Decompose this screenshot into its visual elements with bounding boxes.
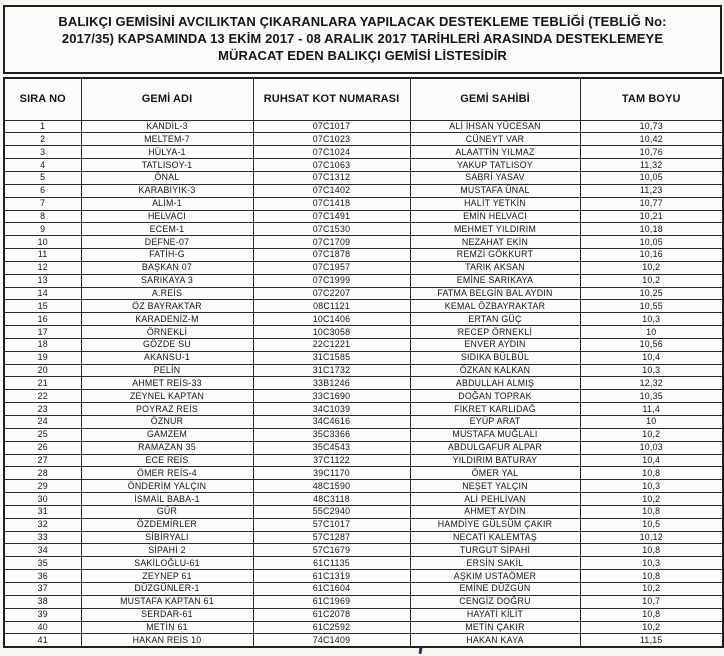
cell-ruhsat-kot-numarasi: 39C1170 (253, 467, 410, 480)
cell-tam-boyu: 12,32 (580, 377, 723, 390)
cell-ruhsat-kot-numarasi: 57C1017 (253, 518, 410, 531)
cell-ruhsat-kot-numarasi: 61C1319 (253, 570, 410, 583)
cell-gemi-sahibi: NEŞET YALÇIN (410, 480, 580, 493)
cell-gemi-adi: SİPAHİ 2 (81, 544, 253, 557)
cell-gemi-sahibi: REMZİ GÖKKURT (410, 249, 580, 262)
cell-ruhsat-kot-numarasi: 35C3366 (253, 428, 410, 441)
cell-ruhsat-kot-numarasi: 07C1418 (253, 197, 410, 210)
cell-tam-boyu: 11,23 (580, 184, 723, 197)
cell-gemi-adi: ZEYNEL KAPTAN (81, 390, 253, 403)
cell-ruhsat-kot-numarasi: 31C1585 (253, 351, 410, 364)
cell-ruhsat-kot-numarasi: 37C1122 (253, 454, 410, 467)
cell-sira-no: 17 (4, 326, 81, 339)
table-row (4, 544, 723, 557)
cell-ruhsat-kot-numarasi: 31C1732 (253, 364, 410, 377)
cell-sira-no: 38 (4, 595, 81, 608)
cell-sira-no: 41 (4, 634, 81, 647)
cell-gemi-sahibi: NECATİ KALEMTAŞ (410, 531, 580, 544)
cell-sira-no: 29 (4, 480, 81, 493)
cell-tam-boyu: 10,8 (580, 570, 723, 583)
table-row (4, 223, 723, 236)
cell-ruhsat-kot-numarasi: 61C1135 (253, 557, 410, 570)
table-row (4, 133, 723, 146)
column-header-sira-no: SIRA NO (4, 78, 81, 121)
cell-ruhsat-kot-numarasi: 74C1409 (253, 634, 410, 647)
cell-ruhsat-kot-numarasi: 07C1024 (253, 146, 410, 159)
cell-sira-no: 22 (4, 390, 81, 403)
cell-sira-no: 21 (4, 377, 81, 390)
cell-ruhsat-kot-numarasi: 07C1063 (253, 159, 410, 172)
cell-sira-no: 31 (4, 505, 81, 518)
cell-gemi-adi: MUSTAFA KAPTAN 61 (81, 595, 253, 608)
cell-sira-no: 34 (4, 544, 81, 557)
cell-ruhsat-kot-numarasi: 10C1406 (253, 313, 410, 326)
cell-gemi-adi: ÖNAL (81, 171, 253, 184)
cell-gemi-sahibi: ERTAN GÜÇ (410, 313, 580, 326)
cell-tam-boyu: 10,56 (580, 338, 723, 351)
cell-gemi-adi: SERDAR-61 (81, 608, 253, 621)
cell-tam-boyu: 10,3 (580, 313, 723, 326)
cell-sira-no: 8 (4, 210, 81, 223)
cell-sira-no: 24 (4, 416, 81, 429)
cell-sira-no: 32 (4, 518, 81, 531)
table-row (4, 557, 723, 570)
cell-gemi-sahibi: EYÜP ARAT (410, 416, 580, 429)
cell-ruhsat-kot-numarasi: 34C4616 (253, 416, 410, 429)
cell-ruhsat-kot-numarasi: 57C1287 (253, 531, 410, 544)
cell-gemi-adi: SARIKAYA 3 (81, 274, 253, 287)
cell-gemi-adi: POYRAZ REİS (81, 403, 253, 416)
cell-sira-no: 40 (4, 621, 81, 634)
cell-gemi-sahibi: ABDULGAFUR ALPAR (410, 441, 580, 454)
cell-ruhsat-kot-numarasi: 07C1017 (253, 120, 410, 133)
cell-tam-boyu: 10,2 (580, 261, 723, 274)
cell-gemi-adi: ÖZDEMİRLER (81, 518, 253, 531)
cell-tam-boyu: 10,2 (580, 621, 723, 634)
cell-sira-no: 12 (4, 261, 81, 274)
cell-gemi-sahibi: SIDIKA BÜLBÜL (410, 351, 580, 364)
cell-ruhsat-kot-numarasi: 48C3118 (253, 493, 410, 506)
cell-gemi-sahibi: TURGUT SİPAHİ (410, 544, 580, 557)
cell-ruhsat-kot-numarasi: 07C1999 (253, 274, 410, 287)
fishing-vessel-table (3, 77, 724, 649)
cell-tam-boyu: 10,2 (580, 493, 723, 506)
cell-sira-no: 33 (4, 531, 81, 544)
cell-tam-boyu: 10,7 (580, 595, 723, 608)
cell-ruhsat-kot-numarasi: 07C1491 (253, 210, 410, 223)
table-row (4, 197, 723, 210)
cell-ruhsat-kot-numarasi: 07C1709 (253, 236, 410, 249)
cell-sira-no: 3 (4, 146, 81, 159)
cell-sira-no: 27 (4, 454, 81, 467)
cell-tam-boyu: 11,15 (580, 634, 723, 647)
cell-sira-no: 6 (4, 184, 81, 197)
table-row (4, 146, 723, 159)
cell-sira-no: 9 (4, 223, 81, 236)
cell-tam-boyu: 10,2 (580, 428, 723, 441)
cell-tam-boyu: 10,12 (580, 531, 723, 544)
cell-gemi-adi: RAMAZAN 35 (81, 441, 253, 454)
document-title-line: 2017/35) KAPSAMINDA 13 EKİM 2017 - 08 ARALIK 2017 TARİHLERİ ARASINDA DESTEKLEMEYE (61, 31, 664, 47)
cell-gemi-sahibi: EMİN HELVACI (410, 210, 580, 223)
cell-ruhsat-kot-numarasi: 61C1604 (253, 582, 410, 595)
cell-gemi-sahibi: ENVER AYDIN (410, 338, 580, 351)
cell-tam-boyu: 10,35 (580, 390, 723, 403)
table-row (4, 531, 723, 544)
cell-gemi-sahibi: FİKRET KARLIDAĞ (410, 403, 580, 416)
cell-tam-boyu: 10,8 (580, 505, 723, 518)
table-row (4, 480, 723, 493)
cell-sira-no: 1 (4, 120, 81, 133)
column-header-ruhsat-kot-numarasi: RUHSAT KOT NUMARASI (253, 78, 410, 121)
table-row (4, 287, 723, 300)
cell-gemi-sahibi: MEHMET YILDIRIM (410, 223, 580, 236)
cell-tam-boyu: 10 (580, 326, 723, 339)
cell-ruhsat-kot-numarasi: 61C2078 (253, 608, 410, 621)
table-row (4, 364, 723, 377)
cell-sira-no: 16 (4, 313, 81, 326)
table-row (4, 159, 723, 172)
cell-ruhsat-kot-numarasi: 07C2207 (253, 287, 410, 300)
cell-gemi-adi: METİN 61 (81, 621, 253, 634)
cell-tam-boyu: 10,8 (580, 608, 723, 621)
table-row (4, 120, 723, 133)
cell-tam-boyu: 10,16 (580, 249, 723, 262)
cell-sira-no: 14 (4, 287, 81, 300)
cell-tam-boyu: 10,42 (580, 133, 723, 146)
cell-gemi-adi: KARABIYIK-3 (81, 184, 253, 197)
column-header-gemi-adi: GEMİ ADI (81, 78, 253, 121)
table-row (4, 634, 723, 647)
table-row (4, 274, 723, 287)
cell-tam-boyu: 10,4 (580, 351, 723, 364)
cell-sira-no: 23 (4, 403, 81, 416)
cell-ruhsat-kot-numarasi: 07C1957 (253, 261, 410, 274)
cell-gemi-adi: FATİH-G (81, 249, 253, 262)
cell-gemi-sahibi: AŞKIM USTAÖMER (410, 570, 580, 583)
cell-sira-no: 15 (4, 300, 81, 313)
cell-ruhsat-kot-numarasi: 07C1023 (253, 133, 410, 146)
cell-tam-boyu: 10,05 (580, 236, 723, 249)
cell-gemi-sahibi: ALAATTİN YILMAZ (410, 146, 580, 159)
cell-gemi-sahibi: TARIK AKSAN (410, 261, 580, 274)
cell-gemi-adi: DÜZGÜNLER-1 (81, 582, 253, 595)
cell-gemi-adi: TATLISOY-1 (81, 159, 253, 172)
table-row (4, 313, 723, 326)
cell-ruhsat-kot-numarasi: 57C1679 (253, 544, 410, 557)
cell-tam-boyu: 10,73 (580, 120, 723, 133)
cell-gemi-sahibi: AHMET AYDIN (410, 505, 580, 518)
cell-gemi-adi: ÖRNEKLİ (81, 326, 253, 339)
table-row (4, 595, 723, 608)
cell-gemi-sahibi: MUSTAFA MUĞLALI (410, 428, 580, 441)
cell-gemi-adi: AHMET REİS-33 (81, 377, 253, 390)
cell-gemi-sahibi: YILDIRIM BATURAY (410, 454, 580, 467)
cell-gemi-adi: KANDİL-3 (81, 120, 253, 133)
table-row (4, 261, 723, 274)
table-row (4, 171, 723, 184)
cell-sira-no: 25 (4, 428, 81, 441)
cell-sira-no: 37 (4, 582, 81, 595)
table-row (4, 338, 723, 351)
cell-gemi-sahibi: NEZAHAT EKİN (410, 236, 580, 249)
cell-gemi-sahibi: ALİ PEHLİVAN (410, 493, 580, 506)
table-row (4, 454, 723, 467)
cell-sira-no: 2 (4, 133, 81, 146)
document-title (3, 5, 722, 74)
cell-sira-no: 18 (4, 338, 81, 351)
cell-ruhsat-kot-numarasi: 55C2940 (253, 505, 410, 518)
cell-gemi-adi: AKANSU-1 (81, 351, 253, 364)
table-row (4, 493, 723, 506)
cell-gemi-adi: KARADENİZ-M (81, 313, 253, 326)
table-row (4, 441, 723, 454)
cell-gemi-sahibi: ERSİN SAKİL (410, 557, 580, 570)
cell-gemi-sahibi: RECEP ÖRNEKLİ (410, 326, 580, 339)
cell-gemi-adi: SAKİLOĞLU-61 (81, 557, 253, 570)
cell-sira-no: 5 (4, 171, 81, 184)
cell-sira-no: 30 (4, 493, 81, 506)
cell-ruhsat-kot-numarasi: 08C1121 (253, 300, 410, 313)
cell-gemi-adi: ECEM-1 (81, 223, 253, 236)
table-row (4, 390, 723, 403)
cell-gemi-adi: A.REİS (81, 287, 253, 300)
table-row (4, 300, 723, 313)
cell-sira-no: 11 (4, 249, 81, 262)
column-header-tam-boyu: TAM BOYU (580, 78, 723, 121)
cell-gemi-adi: GÜR (81, 505, 253, 518)
cell-tam-boyu: 10,2 (580, 582, 723, 595)
cell-tam-boyu: 10,3 (580, 480, 723, 493)
cell-sira-no: 19 (4, 351, 81, 364)
cell-tam-boyu: 10,8 (580, 544, 723, 557)
table-row (4, 249, 723, 262)
cell-sira-no: 7 (4, 197, 81, 210)
cell-sira-no: 26 (4, 441, 81, 454)
cell-tam-boyu: 10,18 (580, 223, 723, 236)
table-row (4, 210, 723, 223)
cell-gemi-adi: ÖZNUR (81, 416, 253, 429)
cell-tam-boyu: 10,03 (580, 441, 723, 454)
cell-gemi-sahibi: ÖZKAN KALKAN (410, 364, 580, 377)
cell-tam-boyu: 10,77 (580, 197, 723, 210)
cell-sira-no: 10 (4, 236, 81, 249)
cell-ruhsat-kot-numarasi: 07C1312 (253, 171, 410, 184)
cell-gemi-adi: HÜLYA-1 (81, 146, 253, 159)
cell-gemi-sahibi: HAYATİ KİLİT (410, 608, 580, 621)
cell-gemi-sahibi: DOĞAN TOPRAK (410, 390, 580, 403)
cell-gemi-adi: ECE REİS (81, 454, 253, 467)
table-row (4, 236, 723, 249)
cell-gemi-sahibi: ALİ İHSAN YÜCESAN (410, 120, 580, 133)
cell-tam-boyu: 10,2 (580, 274, 723, 287)
cell-ruhsat-kot-numarasi: 34C1039 (253, 403, 410, 416)
cell-sira-no: 20 (4, 364, 81, 377)
cell-gemi-sahibi: YAKUP TATLISOY (410, 159, 580, 172)
cell-gemi-sahibi: SABRİ YASAV (410, 171, 580, 184)
table-row (4, 621, 723, 634)
cell-tam-boyu: 10,21 (580, 210, 723, 223)
table-row (4, 428, 723, 441)
table-row (4, 184, 723, 197)
cell-tam-boyu: 10,55 (580, 300, 723, 313)
cell-ruhsat-kot-numarasi: 61C1969 (253, 595, 410, 608)
document-title-line: BALIKÇI GEMİSİNİ AVCILIKTAN ÇIKARANLARA YAPILACAK DESTEKLEME TEBLİĞİ (TEBLİĞ No: (58, 14, 667, 29)
cell-gemi-sahibi: EMİNE DÜZGÜN (410, 582, 580, 595)
cell-ruhsat-kot-numarasi: 07C1530 (253, 223, 410, 236)
table-row (4, 403, 723, 416)
table-row (4, 518, 723, 531)
cell-gemi-adi: DEFNE-07 (81, 236, 253, 249)
cell-gemi-sahibi: HALİT YETKİN (410, 197, 580, 210)
cell-gemi-adi: GÖZDE SU (81, 338, 253, 351)
cell-tam-boyu: 11,4 (580, 403, 723, 416)
cell-gemi-sahibi: EMİNE SARIKAYA (410, 274, 580, 287)
cell-tam-boyu: 10 (580, 416, 723, 429)
cell-gemi-sahibi: FATMA BELGİN BAL AYDIN (410, 287, 580, 300)
cell-tam-boyu: 10,76 (580, 146, 723, 159)
cell-ruhsat-kot-numarasi: 22C1221 (253, 338, 410, 351)
cell-gemi-adi: ÖNDERİM YALÇIN (81, 480, 253, 493)
table-row (4, 351, 723, 364)
cell-ruhsat-kot-numarasi: 07C1878 (253, 249, 410, 262)
cell-gemi-sahibi: CENGİZ DOĞRU (410, 595, 580, 608)
scan-artifact-dot (419, 647, 423, 654)
table-row (4, 416, 723, 429)
cell-sira-no: 35 (4, 557, 81, 570)
cell-gemi-adi: MELTEM-7 (81, 133, 253, 146)
cell-gemi-adi: GAMZEM (81, 428, 253, 441)
table-row (4, 467, 723, 480)
cell-gemi-sahibi: METİN ÇAKIR (410, 621, 580, 634)
document-title-line: MÜRACAT EDEN BALIKÇI GEMİSİ LİSTESİDİR (218, 48, 507, 64)
table-row (4, 505, 723, 518)
cell-ruhsat-kot-numarasi: 33B1246 (253, 377, 410, 390)
cell-gemi-adi: SİBİRYALI (81, 531, 253, 544)
cell-tam-boyu: 10,05 (580, 171, 723, 184)
cell-gemi-adi: İSMAİL BABA-1 (81, 493, 253, 506)
cell-gemi-sahibi: MUSTAFA ÜNAL (410, 184, 580, 197)
cell-gemi-sahibi: HAMDİYE GÜLSÜM ÇAKIR (410, 518, 580, 531)
cell-sira-no: 13 (4, 274, 81, 287)
table-row (4, 377, 723, 390)
table-row (4, 326, 723, 339)
cell-gemi-sahibi: CÜNEYT VAR (410, 133, 580, 146)
cell-gemi-adi: ÖZ BAYRAKTAR (81, 300, 253, 313)
cell-gemi-sahibi: HAKAN KAYA (410, 634, 580, 647)
cell-sira-no: 36 (4, 570, 81, 583)
cell-tam-boyu: 10,25 (580, 287, 723, 300)
cell-gemi-adi: HAKAN REİS 10 (81, 634, 253, 647)
cell-sira-no: 4 (4, 159, 81, 172)
cell-sira-no: 39 (4, 608, 81, 621)
table-row (4, 570, 723, 583)
cell-tam-boyu: 11,32 (580, 159, 723, 172)
table-row (4, 582, 723, 595)
cell-gemi-sahibi: ÖMER YAL (410, 467, 580, 480)
cell-tam-boyu: 10,5 (580, 518, 723, 531)
cell-gemi-adi: ÖMER REİS-4 (81, 467, 253, 480)
cell-tam-boyu: 10,4 (580, 454, 723, 467)
cell-ruhsat-kot-numarasi: 48C1590 (253, 480, 410, 493)
cell-gemi-sahibi: KEMAL ÖZBAYRAKTAR (410, 300, 580, 313)
cell-ruhsat-kot-numarasi: 07C1402 (253, 184, 410, 197)
cell-gemi-adi: ALİM-1 (81, 197, 253, 210)
cell-tam-boyu: 10,3 (580, 364, 723, 377)
cell-ruhsat-kot-numarasi: 61C2592 (253, 621, 410, 634)
cell-gemi-sahibi: ABDULLAH ALMIŞ (410, 377, 580, 390)
cell-tam-boyu: 10,3 (580, 557, 723, 570)
cell-gemi-adi: BAŞKAN 07 (81, 261, 253, 274)
cell-tam-boyu: 10,8 (580, 467, 723, 480)
cell-sira-no: 28 (4, 467, 81, 480)
cell-ruhsat-kot-numarasi: 33C1690 (253, 390, 410, 403)
cell-gemi-adi: ZEYNEP 61 (81, 570, 253, 583)
table-header-row (4, 78, 723, 121)
cell-ruhsat-kot-numarasi: 10C3058 (253, 326, 410, 339)
cell-ruhsat-kot-numarasi: 35C4543 (253, 441, 410, 454)
cell-gemi-adi: HELVACI (81, 210, 253, 223)
column-header-gemi-sahibi: GEMİ SAHİBİ (410, 78, 580, 121)
cell-gemi-adi: PELİN (81, 364, 253, 377)
table-row (4, 608, 723, 621)
